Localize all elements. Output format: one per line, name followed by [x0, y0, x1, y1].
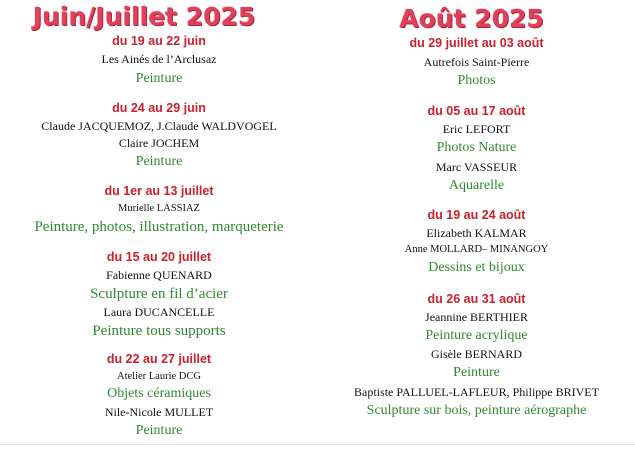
page-title-aout: Août 2025: [399, 4, 544, 33]
event-date: du 05 au 17 août: [427, 104, 526, 118]
artist-name: Baptiste PALLUEL-LAFLEUR, Philippe BRIVET: [354, 385, 599, 399]
event-date: du 1er au 13 juillet: [104, 184, 214, 198]
activity-label: Peinture: [453, 365, 500, 380]
artist-name: Fabienne QUENARD: [106, 268, 212, 282]
artist-name: Claude JACQUEMOZ, J.Claude WALDVOGEL: [41, 119, 277, 133]
event-date: du 26 au 31 août: [427, 292, 526, 306]
artist-name: Autrefois Saint-Pierre: [423, 55, 530, 69]
event-date: du 24 au 29 juin: [112, 101, 206, 115]
activity-label: Sculpture en fil d’acier: [90, 286, 228, 302]
artist-name: Elizabeth KALMAR: [426, 226, 527, 240]
activity-label: Photos: [457, 73, 496, 88]
artist-name: Atelier Laurie DCG: [117, 371, 201, 382]
artist-name: Marc VASSEUR: [435, 160, 518, 174]
event-date: du 19 au 24 août: [427, 208, 526, 222]
artist-name: Nile-Nicole MULLET: [104, 405, 214, 419]
artist-name: Les Ainés de l’Arclusaz: [101, 52, 217, 66]
activity-label: Peinture: [135, 154, 183, 169]
activity-label: Peinture tous supports: [92, 323, 226, 339]
artist-name: Murielle LASSIAZ: [118, 203, 200, 214]
activity-label: Objets céramiques: [107, 386, 211, 401]
artist-name: Gisèle BERNARD: [431, 347, 522, 361]
event-date: du 15 au 20 juillet: [106, 250, 212, 264]
page-title-juin-juillet: Juin/Juillet 2025: [32, 2, 256, 31]
artist-name: Laura DUCANCELLE: [103, 305, 215, 319]
artist-name: Claire JOCHEM: [118, 136, 200, 150]
artist-name: Jeannine BERTHIER: [425, 310, 528, 324]
activity-label: Dessins et bijoux: [428, 260, 525, 275]
event-date: du 22 au 27 juillet: [106, 352, 212, 366]
activity-label: Photos Nature: [436, 140, 517, 155]
activity-label: Aquarelle: [448, 178, 505, 193]
activity-label: Peinture acrylique: [425, 328, 528, 343]
artist-name: Eric LEFORT: [442, 122, 511, 136]
activity-label: Peinture: [135, 71, 183, 86]
event-date: du 19 au 22 juin: [112, 34, 206, 48]
artist-name: Anne MOLLARD– MINANGOY: [404, 244, 549, 255]
activity-label: Peinture, photos, illustration, marqueterie: [34, 219, 284, 235]
activity-label: Peinture: [135, 423, 183, 438]
event-date: du 29 juillet au 03 août: [409, 36, 544, 50]
bottom-divider: [0, 444, 635, 445]
activity-label: Sculpture sur bois, peinture aérographe: [366, 403, 587, 418]
